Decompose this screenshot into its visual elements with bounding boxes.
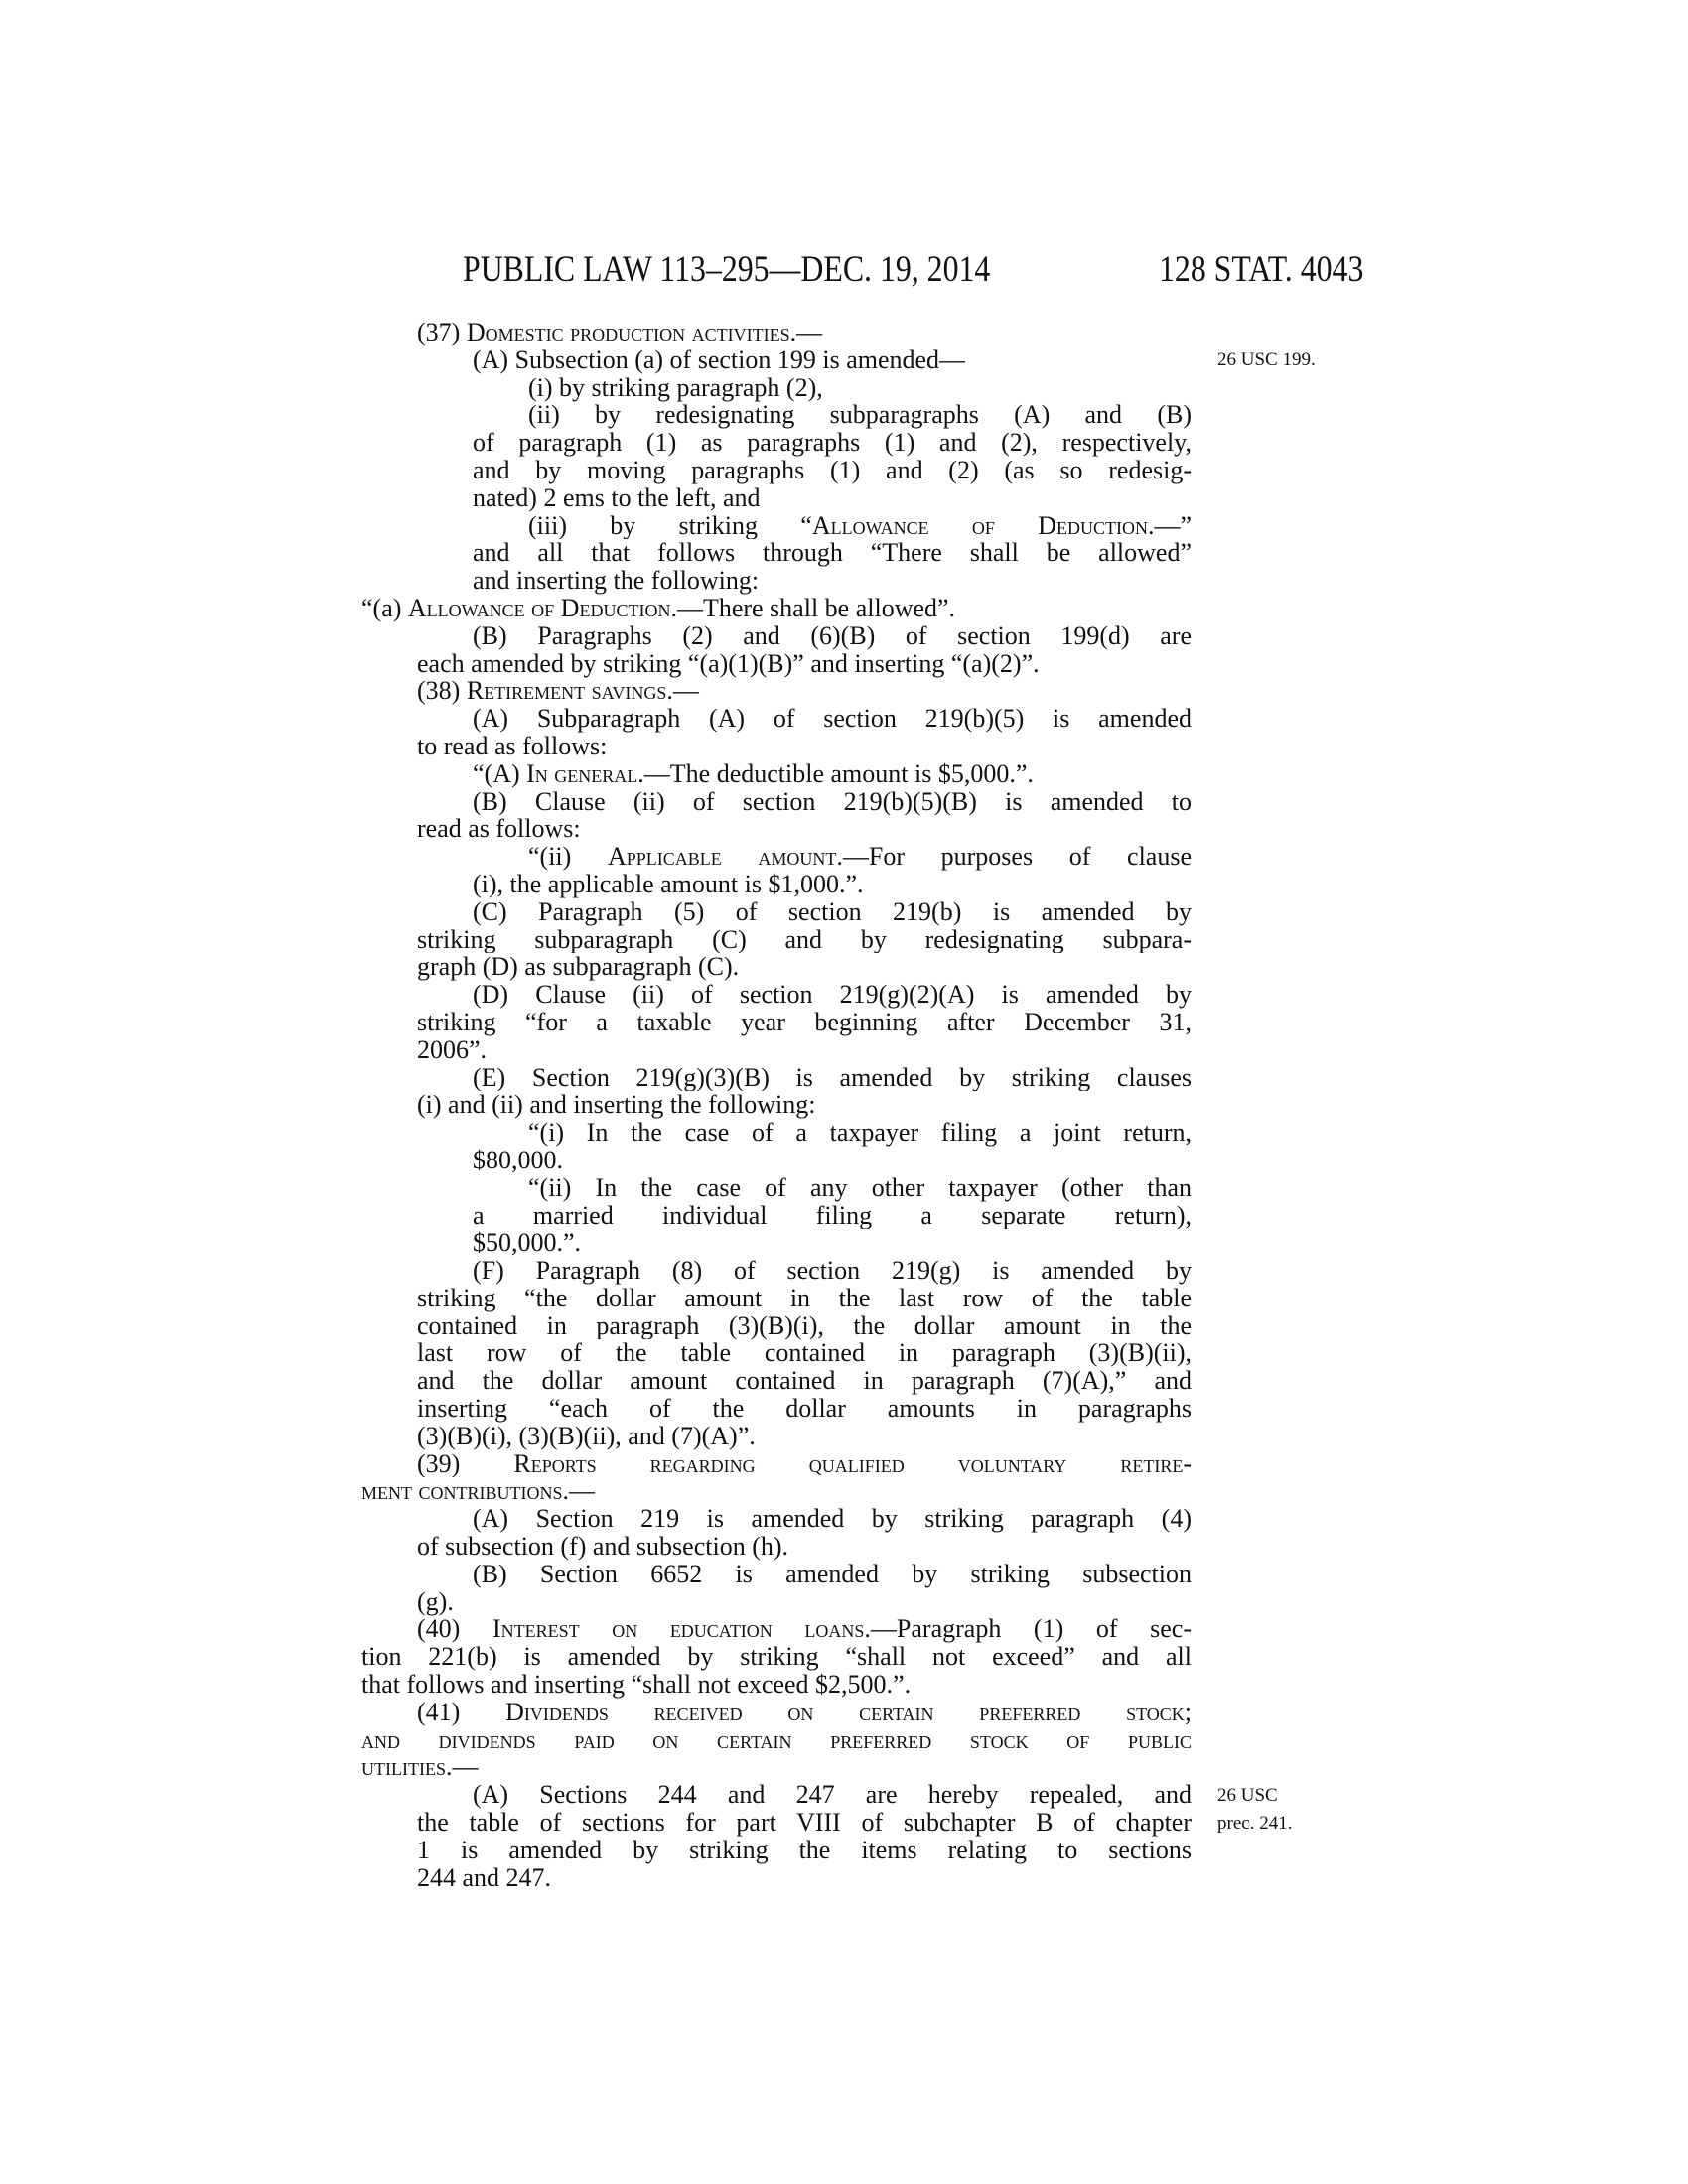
line-text: .—For purposes of clause [836, 843, 1192, 871]
line-text: contained in paragraph (3)(B)(i), the dollar amount in the [417, 1311, 1192, 1340]
text-line [361, 843, 1192, 871]
small-caps-heading: Domestic production activities [466, 318, 790, 346]
text-line [361, 1699, 1192, 1726]
text-line [361, 981, 1192, 1009]
line-text: striking subparagraph (C) and by redesignating subpara- [417, 925, 1192, 954]
line-text: $50,000.”. [473, 1228, 582, 1258]
line-text: (39) [417, 1449, 514, 1478]
text-line [361, 319, 1192, 346]
text-line [361, 733, 1192, 760]
line-text: inserting “each of the dollar amounts in paragraphs [417, 1395, 1192, 1423]
text-line [361, 1781, 1192, 1809]
text-line [361, 1588, 1192, 1616]
line-text: and inserting the following: [473, 566, 760, 596]
line-text: (g). [417, 1586, 454, 1616]
text-line [361, 815, 1192, 843]
text-line [361, 1119, 1192, 1147]
line-text: “(i) In the case of a taxpayer filing a joint return, [528, 1119, 1192, 1147]
text-line [361, 953, 1192, 981]
line-text: striking “for a taxable year beginning after December 31, [417, 1008, 1192, 1036]
small-caps-heading: Allowance of Deduction [811, 511, 1148, 540]
text-line [361, 622, 1192, 650]
text-line [361, 926, 1192, 954]
line-text: 2006”. [417, 1034, 488, 1064]
line-text: $80,000. [473, 1145, 563, 1174]
small-caps-heading: utilities [361, 1752, 446, 1782]
text-line [361, 1423, 1192, 1450]
line-text: (B) Paragraphs (2) and (6)(B) of section 199(d) are [473, 621, 1192, 650]
text-line [361, 1505, 1192, 1533]
text-line [361, 1285, 1192, 1312]
text-line [361, 1257, 1192, 1285]
line-text: (B) Section 6652 is amended by striking subsection [473, 1560, 1192, 1588]
text-line [361, 429, 1192, 457]
line-text: (A) Sections 244 and 247 are hereby repealed, and [473, 1781, 1192, 1810]
line-text: .— [445, 1752, 479, 1782]
running-header-title: PUBLIC LAW 113–295—DEC. 19, 2014 [463, 249, 991, 290]
line-text: of subsection (f) and subsection (h). [417, 1532, 789, 1562]
text-line [361, 567, 1192, 595]
margin-note-usc-241-line2: prec. 241. [1217, 1813, 1293, 1834]
line-text: nated) 2 ems to the left, and [473, 482, 761, 512]
line-text: of paragraph (1) as paragraphs (1) and (2), respectively, [473, 429, 1192, 457]
line-text: “(ii) [528, 843, 608, 871]
small-caps-heading: Allowance of Deduction [407, 593, 671, 622]
small-caps-heading: In general [526, 758, 638, 788]
text-line [361, 1561, 1192, 1588]
text-line [361, 512, 1192, 540]
small-caps-heading: Reports regarding qualified voluntary retire- [513, 1449, 1192, 1478]
line-text: “(A) [473, 758, 527, 788]
line-text: “(a) [361, 593, 408, 622]
line-text: that follows and inserting “shall not exceed $2,500.”. [361, 1670, 912, 1700]
line-text: .—” [1147, 511, 1192, 540]
text-line [361, 539, 1192, 567]
line-text: “(ii) In the case of any other taxpayer (other than [528, 1173, 1192, 1202]
text-line [361, 1091, 1192, 1119]
line-text: a married individual filing a separate return), [473, 1201, 1192, 1230]
text-line [361, 1671, 1192, 1699]
text-line [361, 705, 1192, 733]
line-text: (ii) by redesignating subparagraphs (A) and (B) [528, 401, 1192, 430]
line-text: (40) [417, 1615, 492, 1644]
line-text: last row of the table contained in paragraph (3)(B)(ii), [417, 1339, 1192, 1368]
line-text: read as follows: [417, 814, 581, 844]
text-line [361, 898, 1192, 926]
line-text: (i), the applicable amount is $1,000.”. [473, 869, 864, 898]
line-text: striking “the dollar amount in the last row of the table [417, 1284, 1192, 1312]
small-caps-heading: ment contributions [361, 1476, 563, 1506]
text-line [361, 1450, 1192, 1478]
text-line [361, 346, 1192, 374]
line-text: (A) Subparagraph (A) of section 219(b)(5) is amended [473, 705, 1192, 733]
text-line [361, 1174, 1192, 1202]
text-line [361, 760, 1192, 788]
text-line [361, 1229, 1192, 1257]
text-line [361, 1202, 1192, 1230]
text-line [361, 595, 1192, 622]
line-text: each amended by striking “(a)(1)(B)” and inserting “(a)(2)”. [417, 648, 1040, 678]
text-line [361, 1064, 1192, 1092]
line-text: (D) Clause (ii) of section 219(g)(2)(A) is amended by [473, 981, 1192, 1009]
line-text: the table of sections for part VIII of subchapter B of chapter [417, 1809, 1192, 1837]
text-line [361, 1009, 1192, 1036]
text-line [361, 374, 1192, 402]
line-text: (i) and (ii) and inserting the following: [417, 1090, 816, 1120]
line-text: (37) [417, 318, 467, 346]
text-line [361, 1395, 1192, 1423]
line-text: 244 and 247. [417, 1862, 552, 1892]
line-text: (E) Section 219(g)(3)(B) is amended by striking clauses [473, 1063, 1192, 1092]
line-text: and by moving paragraphs (1) and (2) (as so redesig- [473, 456, 1192, 484]
text-line [361, 1809, 1192, 1837]
text-line [361, 484, 1192, 512]
small-caps-heading: and dividends paid on certain preferred stock of public [361, 1725, 1192, 1754]
line-text: tion 221(b) is amended by striking “shall not exceed” and all [361, 1643, 1192, 1672]
line-text: (38) [417, 676, 467, 706]
line-text: .—The deductible amount is $5,000.”. [637, 758, 1034, 788]
line-text: (i) by striking paragraph (2), [528, 372, 823, 402]
line-text: (A) Section 219 is amended by striking paragraph (4) [473, 1505, 1192, 1534]
text-line [361, 1339, 1192, 1367]
small-caps-heading: Retirement savings [466, 676, 667, 706]
line-text: and all that follows through “There shall be allowed” [473, 539, 1192, 568]
text-line [361, 1753, 1192, 1781]
text-line [361, 677, 1192, 705]
text-line [361, 1367, 1192, 1395]
line-text: (3)(B)(i), (3)(B)(ii), and (7)(A)”. [417, 1421, 756, 1450]
text-line [361, 1643, 1192, 1671]
text-line [361, 1036, 1192, 1064]
line-text: .— [789, 318, 823, 346]
text-line [361, 457, 1192, 484]
text-line [361, 1726, 1192, 1754]
small-caps-heading: Interest on education loans [492, 1615, 865, 1644]
statute-body [361, 319, 1192, 1891]
margin-note-usc-199: 26 USC 199. [1217, 349, 1316, 370]
text-line [361, 401, 1192, 429]
text-line [361, 1312, 1192, 1340]
margin-note-usc-241-line1: 26 USC [1217, 1785, 1278, 1806]
text-line [361, 1864, 1192, 1892]
line-text: graph (D) as subparagraph (C). [417, 952, 740, 982]
text-line [361, 1147, 1192, 1174]
line-text: (A) Subsection (a) of section 199 is amended— [473, 344, 966, 374]
line-text: .—There shall be allowed”. [670, 593, 956, 622]
line-text: (B) Clause (ii) of section 219(b)(5)(B) is amended to [473, 787, 1192, 816]
text-line [361, 1837, 1192, 1864]
line-text: .— [562, 1476, 595, 1506]
text-line [361, 1477, 1192, 1505]
text-line [361, 650, 1192, 678]
page-number: 128 STAT. 4043 [1159, 249, 1364, 290]
line-text: (41) [417, 1698, 506, 1726]
line-text: 1 is amended by striking the items relating to sections [417, 1836, 1192, 1864]
line-text: (F) Paragraph (8) of section 219(g) is amended by [473, 1257, 1192, 1285]
line-text: (C) Paragraph (5) of section 219(b) is amended by [473, 897, 1192, 926]
line-text: (iii) by striking “ [528, 511, 812, 540]
small-caps-heading: Dividends received on certain preferred stock; [505, 1698, 1192, 1726]
line-text: .— [666, 676, 699, 706]
text-line [361, 871, 1192, 898]
line-text: .—Paragraph (1) of sec- [864, 1615, 1192, 1644]
text-line [361, 788, 1192, 816]
line-text: and the dollar amount contained in paragraph (7)(A),” and [417, 1367, 1192, 1396]
small-caps-heading: Applicable amount [607, 843, 837, 871]
text-line [361, 1533, 1192, 1561]
line-text: to read as follows: [417, 731, 608, 760]
text-line [361, 1615, 1192, 1643]
